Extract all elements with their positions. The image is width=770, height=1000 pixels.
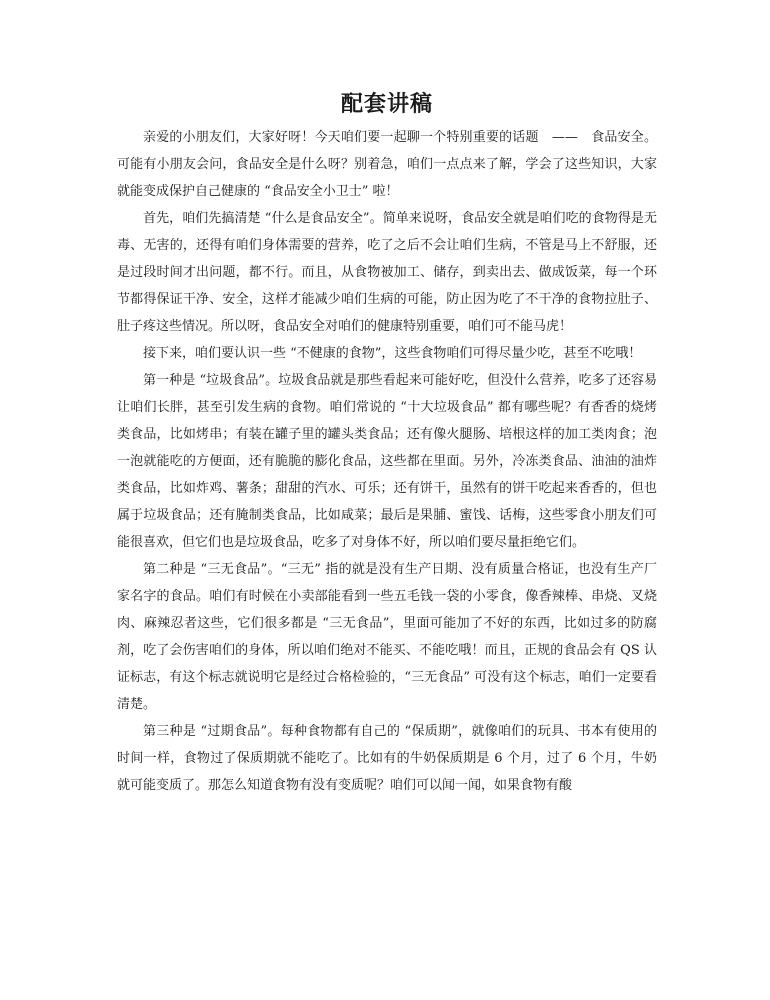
- paragraph-unhealthy-food-intro: 接下来，咱们要认识一些 “不健康的食物”，这些食物咱们可得尽量少吃，甚至不吃哦！: [143, 346, 642, 361]
- paragraph-junk-food: 第一种是 “垃圾食品”。垃圾食品就是那些看起来可能好吃，但没什么营养，吃多了还容易让咱们长胖，甚至引发生病的食物。咱们常说的 “十大垃圾食品” 都有哪些呢？有香香的烧烤类食品，比如烤串；有装在罐子里的罐头类食品；还有像火腿肠、培根这样的加工类肉食；泡一泡就能吃的方便面，还有脆脆的膨化食品，这些都在里面。另外，冷冻类食品、油油的油炸类食品，比如炸鸡、薯条；甜甜的汽水、可乐；还有饼干，虽然有的饼干吃起来香香的，但也属于垃圾食品；还有腌制类食品，比如咸菜；最后是果脯、蜜饯、话梅，这些零食小朋友们可能很喜欢，但它们也是垃圾食品，吃多了对身体不好，所以咱们要尽量拒绝它们。: [117, 373, 657, 550]
- paragraph-expired-food: 第三种是 “过期食品”。每种食物都有自己的 “保质期”，就像咱们的玩具、书本有使用的时间一样，食物过了保质期就不能吃了。比如有的牛奶保质期是 6 个月，过了 6 个月，牛奶就可能变质了。那怎么知道食物有没有变质呢？咱们可以闻一闻，如果食物有酸: [117, 724, 657, 793]
- paragraph-three-no-food: 第二种是 “三无食品”。“三无” 指的就是没有生产日期、没有质量合格证，也没有生产厂家名字的食品。咱们有时候在小卖部能看到一些五毛钱一袋的小零食，像香辣棒、串烧、叉烧肉、麻辣忍者这些，它们很多都是 “三无食品”，里面可能加了不好的东西，比如过多的防腐剂，吃了会伤害咱们的身体，所以咱们绝对不能买、不能吃哦！而且，正规的食品会有 QS 认证标志，有这个标志就说明它是经过合格检验的，“三无食品” 可没有这个标志，咱们一定要看清楚。: [117, 562, 657, 712]
- document-page: [117, 88, 657, 799]
- paragraph-greeting: 亲爱的小朋友们，大家好呀！今天咱们要一起聊一个特别重要的话题 —— 食品安全。可能有小朋友会问，食品安全是什么呀？别着急，咱们一点点来了解，学会了这些知识，大家就能变成保护自己健康的 “食品安全小卫士” 啦！: [117, 130, 657, 199]
- document-title: 配套讲稿: [340, 91, 433, 117]
- paragraph-what-is-food-safety: 首先，咱们先搞清楚 “什么是食品安全”。简单来说呀，食品安全就是咱们吃的食物得是无毒、无害的，还得有咱们身体需要的营养，吃了之后不会让咱们生病，不管是马上不舒服，还是过段时间才出问题，都不行。而且，从食物被加工、储存，到卖出去、做成饭菜，每一个环节都得保证干净、安全，这样才能减少咱们生病的可能，防止因为吃了不干净的食物拉肚子、肚子疼这些情况。所以呀，食品安全对咱们的健康特别重要，咱们可不能马虎！: [117, 211, 657, 334]
